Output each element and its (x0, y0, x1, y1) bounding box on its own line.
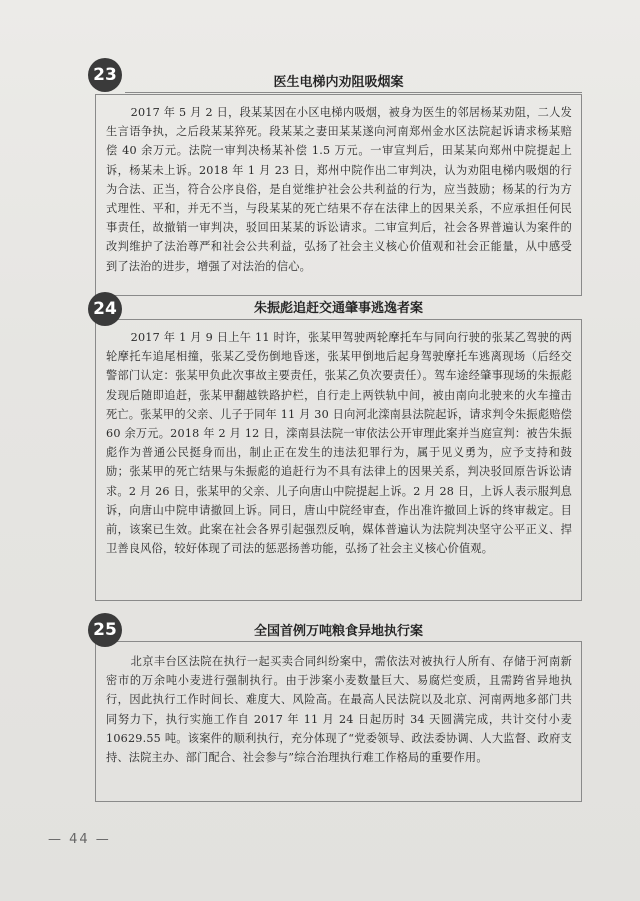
case-23-title: 医生电梯内劝阻吸烟案 (273, 75, 404, 90)
case-number-badge: 25 (88, 613, 122, 647)
page-number: — 44 — (48, 832, 111, 847)
case-title-rule (125, 92, 582, 93)
case-24-text: 2017 年 1 月 9 日上午 11 时许，张某甲驾驶两轮摩托车与同向行驶的张某乙驾驶的两轮摩托车追尾相撞，张某乙受伤倒地昏迷，张某甲倒地后起身驾驶摩托车逃离现场（后经交警部门认定：张某甲负此次事故主要责任，张某乙负次要责任）。驾车途经肇事现场的朱振彪发现后随即追赶，张某甲翻越铁路护栏，自行走上两铁轨中间，被由南向北驶来的火车撞击死亡。张某甲的父亲、儿子于同年 11 月 30 日向河北滦南县法院起诉，请求判令朱振彪赔偿 60 余万元。2018 年 2 月 12 日，滦南县法院一审依法公开审理此案并当庭宣判：被告朱振彪作为普通公民挺身而出，制止正在发生的违法犯罪行为，属于见义勇为，应予支持和鼓励；张某甲的死亡结果与朱振彪的追赶行为不具有法律上的因果关系，判决驳回原告诉讼请求。2 月 26 日，张某甲的父亲、儿子向唐山中院提起上诉。2 月 28 日，上诉人表示服判息诉，向唐山中院申请撤回上诉。同日，唐山中院经审查，作出准许撤回上诉的终审裁定。目前，该案已生效。此案在社会各界引起强烈反响，媒体普遍认为法院判决坚守公平正义、捍卫善良风俗，较好体现了司法的惩恶扬善功能，弘扬了社会主义核心价值观。 (106, 331, 572, 556)
case-title-rule (125, 319, 582, 320)
case-25-title: 全国首例万吨粮食异地执行案 (253, 624, 423, 639)
case-24-title: 朱振彪追赶交通肇事逃逸者案 (253, 301, 423, 316)
case-25-text: 北京丰台区法院在执行一起买卖合同纠纷案中，需依法对被执行人所有、存储于河南新密市的万余吨小麦进行强制执行。由于涉案小麦数量巨大、易腐烂变质，且需跨省异地执行，因此执行工作时间长、难度大、风险高。在最高人民法院以及北京、河南两地多部门共同努力下，执行实施工作自 2017 年 11 月 24 日起历时 34 天圆满完成，共计交付小麦 10629.55 吨。该案件的顺利执行，充分体现了“党委领导、政法委协调、人大监督、政府支持、法院主办、部门配合、社会参与”综合治理执行难工作格局的重要作用。 (106, 655, 572, 765)
case-number-badge: 24 (88, 292, 122, 326)
case-23-text: 2017 年 5 月 2 日，段某某因在小区电梯内吸烟，被身为医生的邻居杨某劝阻，二人发生言语争执，之后段某某猝死。段某某之妻田某某遂向河南郑州金水区法院起诉请求杨某赔偿 40 余万元。法院一审判决杨某补偿 1.5 万元。一审宣判后，田某某向郑州中院提起上诉，杨某未上诉。2018 年 1 月 23 日，郑州中院作出二审判决，认为劝阻电梯内吸烟的行为合法、正当，符合公序良俗，是自觉维护社会公共利益的行为，应当鼓励；杨某的行为方式理性、平和，并无不当，与段某某的死亡结果不存在法律上的因果关系，不应承担任何民事责任，故撤销一审判决，驳回田某某的诉讼请求。二审宣判后，社会各界普遍认为案件的改判维护了法治尊严和社会公共利益，弘扬了社会主义核心价值观和社会正能量，从中感受到了法治的进步，增强了对法治的信心。 (106, 106, 572, 273)
case-title-rule (125, 641, 582, 642)
case-number-badge: 23 (88, 58, 122, 92)
